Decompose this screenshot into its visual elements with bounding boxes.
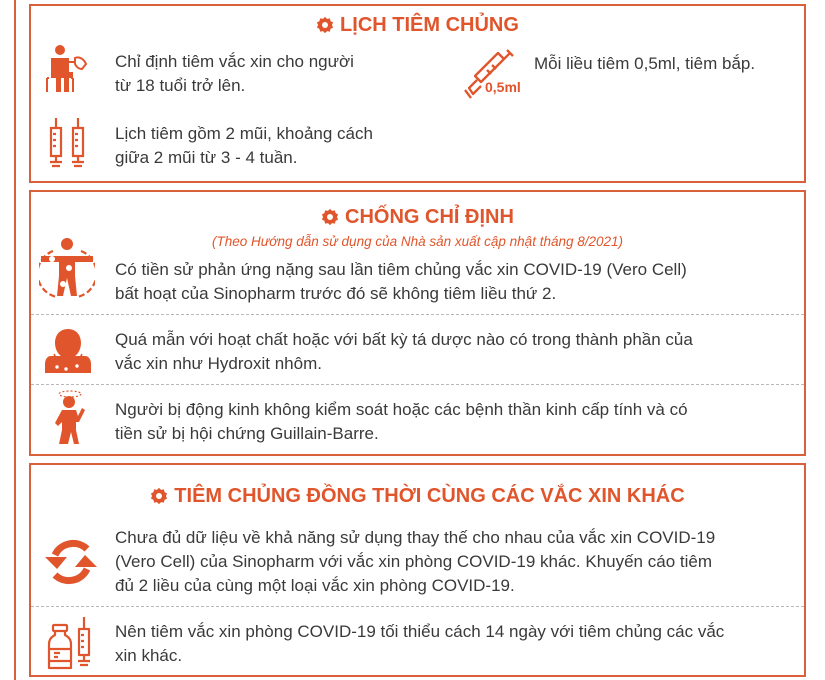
gear-icon — [321, 208, 339, 226]
divider — [31, 606, 804, 607]
section-contraindications — [29, 190, 806, 456]
body-pain-icon — [39, 237, 95, 299]
schedule-item-age: Chỉ định tiêm vắc xin cho người từ 18 tuổi trở lên. — [115, 52, 354, 95]
person-vaccination-icon — [43, 44, 93, 94]
contraindication-item-3: Người bị động kinh không kiểm soát hoặc các bệnh thần kinh cấp tính và có tiền sử bị hội chứng Guillain-Barre. — [115, 400, 688, 443]
syringe-dose-icon — [459, 46, 519, 104]
section-coadministration — [29, 463, 806, 677]
coadministration-item-2: Nên tiêm vắc xin phòng COVID-19 tối thiểu cách 14 ngày với tiêm chủng các vắc xin khác. — [115, 622, 725, 665]
dose-label: 0,5ml — [485, 79, 521, 95]
divider — [31, 314, 804, 315]
schedule-item-doses: Lịch tiêm gồm 2 mũi, khoảng cách giữa 2 mũi từ 3 - 4 tuần. — [115, 124, 373, 167]
dizzy-person-icon — [53, 389, 87, 445]
section-title: LỊCH TIÊM CHỦNG — [31, 14, 804, 37]
divider — [31, 384, 804, 385]
left-border-line — [14, 0, 16, 680]
contraindication-item-2: Quá mẫn với hoạt chất hoặc với bất kỳ tá dược nào có trong thành phần của vắc xin như Hydroxit nhôm. — [115, 330, 693, 373]
vial-syringe-icon — [47, 615, 97, 671]
section-title: CHỐNG CHỈ ĐỊNH — [31, 206, 804, 229]
allergy-icon — [44, 327, 92, 375]
two-syringes-icon — [45, 116, 91, 172]
section-vaccination-schedule — [29, 4, 806, 183]
schedule-item-dose-volume: Mỗi liều tiêm 0,5ml, tiêm bắp. — [534, 54, 756, 73]
gear-icon — [150, 487, 168, 505]
coadministration-item-1: Chưa đủ dữ liệu về khả năng sử dụng thay thế cho nhau của vắc xin COVID-19 (Vero Cell) của Sinopharm với vắc xin phòng COVID-19 khác. Khuyến cáo tiêm đủ 2 liều của cùng một loại vắc xin phòng COVID-19. — [115, 528, 716, 595]
section-subtitle: (Theo Hướng dẫn sử dụng của Nhà sản xuất cập nhật tháng 8/2021) — [211, 234, 624, 249]
section-title: TIÊM CHỦNG ĐỒNG THỜI CÙNG CÁC VẮC XIN KHÁC — [31, 485, 804, 508]
gear-icon — [316, 16, 334, 34]
refresh-arrows-icon — [43, 535, 99, 589]
contraindication-item-1: Có tiền sử phản ứng nặng sau lần tiêm chủng vắc xin COVID-19 (Vero Cell) bất hoạt của Sinopharm trước đó sẽ không tiêm liều thứ 2. — [115, 260, 687, 303]
